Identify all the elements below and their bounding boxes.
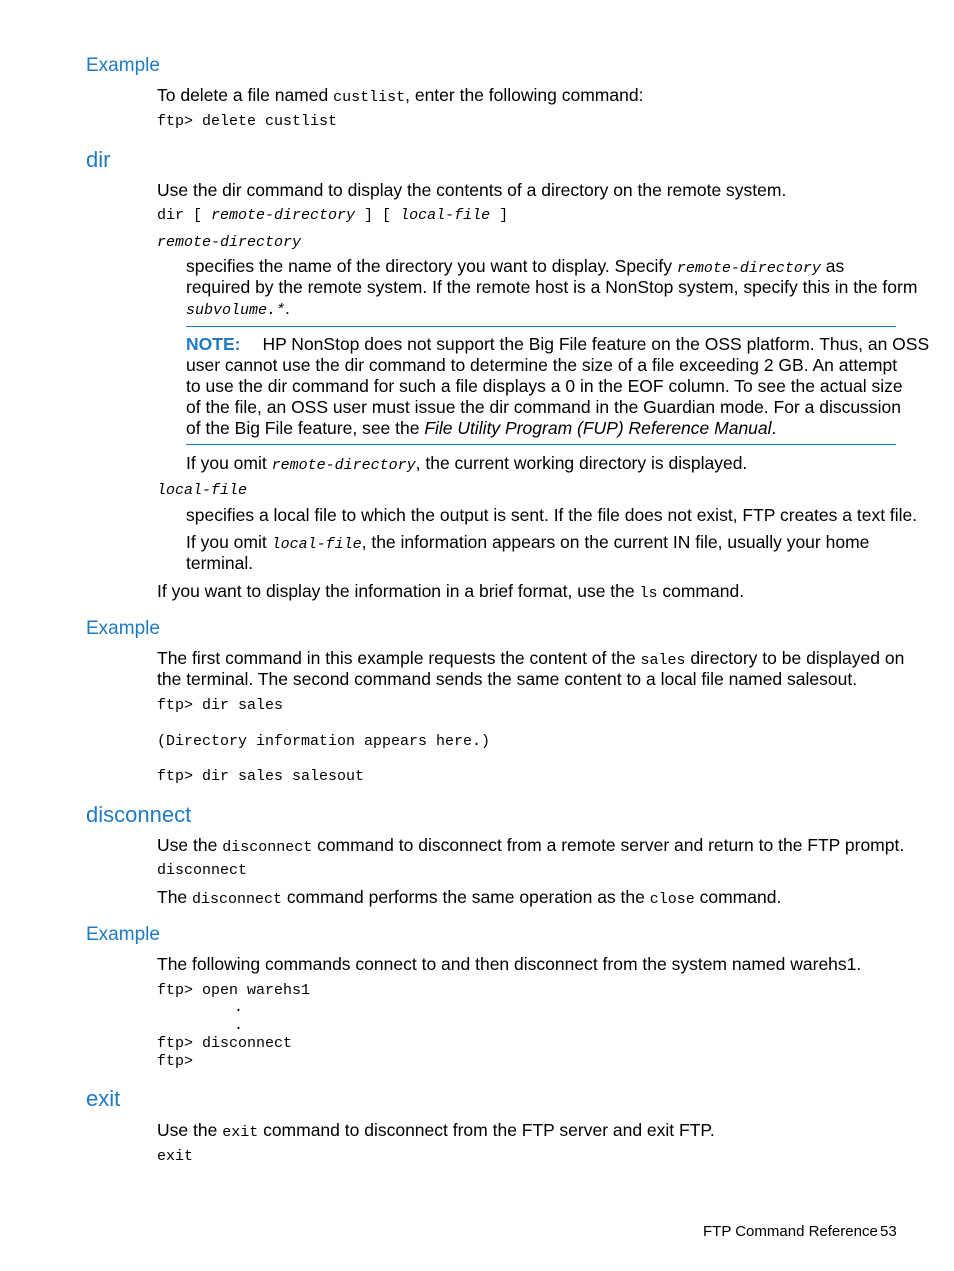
code-inline: disconnect xyxy=(222,839,313,856)
text: command. xyxy=(694,887,782,907)
section-heading-exit: exit xyxy=(86,1086,121,1111)
paragraph xyxy=(186,298,290,321)
text: . xyxy=(285,298,290,318)
param-term: local-file xyxy=(157,482,248,499)
text: directory to be displayed on xyxy=(685,648,905,668)
text: To delete a file named xyxy=(157,85,334,105)
example-heading: Example xyxy=(86,924,160,945)
note-label: NOTE: xyxy=(186,334,241,354)
paragraph xyxy=(157,85,643,108)
param: remote-directory xyxy=(211,207,356,224)
code-inline: ls xyxy=(639,585,658,602)
code-line: (Directory information appears here.) xyxy=(157,733,491,750)
code-line: ftp> xyxy=(157,1053,194,1070)
text: , the information appears on the current IN file, usually your home xyxy=(361,532,870,552)
text: command. xyxy=(657,581,745,601)
syntax-line xyxy=(157,207,508,224)
code-inline: custlist xyxy=(333,89,406,106)
text: If you omit xyxy=(186,453,272,473)
paragraph xyxy=(157,581,744,604)
paragraph xyxy=(186,532,869,555)
manual-title: File Utility Program (FUP) Reference Manual xyxy=(424,418,772,438)
param: local-file xyxy=(400,207,491,224)
code-line: ftp> open warehs1 xyxy=(157,982,311,999)
note-line: to use the dir command for such a file displays a 0 in the EOF column. To see the actual size xyxy=(186,376,903,396)
text: , the current working directory is displayed. xyxy=(415,453,748,473)
code-inline: disconnect xyxy=(192,891,283,908)
paragraph xyxy=(186,256,844,279)
paragraph: The following commands connect to and then disconnect from the system named warehs1. xyxy=(157,954,862,974)
syntax-line: disconnect xyxy=(157,862,248,879)
paragraph: the terminal. The second command sends the same content to a local file named salesout. xyxy=(157,669,858,689)
note-line: user cannot use the dir command to determine the size of a file exceeding 2 GB. An attempt xyxy=(186,355,898,375)
note-line: of the file, an OSS user must issue the dir command in the Guardian mode. For a discussion xyxy=(186,397,901,417)
text: HP NonStop does not support the Big File feature on the OSS platform. Thus, an OSS xyxy=(262,334,930,354)
syntax-line: exit xyxy=(157,1148,194,1165)
text: ] [ xyxy=(355,207,401,224)
paragraph: Use the dir command to display the contents of a directory on the remote system. xyxy=(157,180,787,200)
text: command performs the same operation as the xyxy=(282,887,650,907)
section-heading-disconnect: disconnect xyxy=(86,802,192,827)
code-inline: close xyxy=(649,891,695,908)
paragraph xyxy=(157,648,904,671)
paragraph: terminal. xyxy=(186,553,254,573)
param: local-file xyxy=(271,536,362,553)
paragraph xyxy=(186,453,747,476)
code-line: ftp> disconnect xyxy=(157,1035,293,1052)
page-number: 53 xyxy=(880,1223,897,1240)
text: of the Big File feature, see the xyxy=(186,418,425,438)
code-line: ftp> dir sales xyxy=(157,697,284,714)
text: dir [ xyxy=(157,207,212,224)
code-line: . xyxy=(234,1017,244,1034)
code-inline: sales xyxy=(640,652,686,669)
text: If you omit xyxy=(186,532,272,552)
text: specifies the name of the directory you want to display. Specify xyxy=(186,256,677,276)
text: The first command in this example requests the content of the xyxy=(157,648,641,668)
note-rule-top xyxy=(186,326,896,327)
text: command to disconnect from a remote server and return to the FTP prompt. xyxy=(312,835,905,855)
paragraph xyxy=(157,1120,715,1143)
text: . xyxy=(771,418,777,438)
note-rule-bottom xyxy=(186,444,896,445)
code-inline: exit xyxy=(222,1124,259,1141)
paragraph: specifies a local file to which the output is sent. If the file does not exist, FTP creates a text file. xyxy=(186,505,918,525)
footer-title: FTP Command Reference xyxy=(703,1223,878,1240)
example-heading: Example xyxy=(86,618,160,639)
text: ] xyxy=(490,207,509,224)
text: , enter the following command: xyxy=(405,85,644,105)
param-term: remote-directory xyxy=(157,234,302,251)
paragraph xyxy=(157,887,781,910)
text: Use the xyxy=(157,1120,223,1140)
code-line: ftp> delete custlist xyxy=(157,113,338,130)
text: If you want to display the information in a brief format, use the xyxy=(157,581,640,601)
section-heading-dir: dir xyxy=(86,147,111,172)
code-line: . xyxy=(234,999,244,1016)
note-line xyxy=(186,334,929,355)
text: command to disconnect from the FTP server and exit FTP. xyxy=(258,1120,715,1140)
text: as xyxy=(820,256,845,276)
paragraph xyxy=(157,835,904,858)
code-line: ftp> dir sales salesout xyxy=(157,768,365,785)
paragraph: required by the remote system. If the remote host is a NonStop system, specify this in the form xyxy=(186,277,918,297)
text: The xyxy=(157,887,193,907)
text: Use the xyxy=(157,835,223,855)
note-line xyxy=(186,418,776,439)
param: remote-directory xyxy=(676,260,821,277)
param: subvolume.* xyxy=(186,302,286,319)
param: remote-directory xyxy=(271,457,416,474)
example-heading: Example xyxy=(86,55,160,76)
